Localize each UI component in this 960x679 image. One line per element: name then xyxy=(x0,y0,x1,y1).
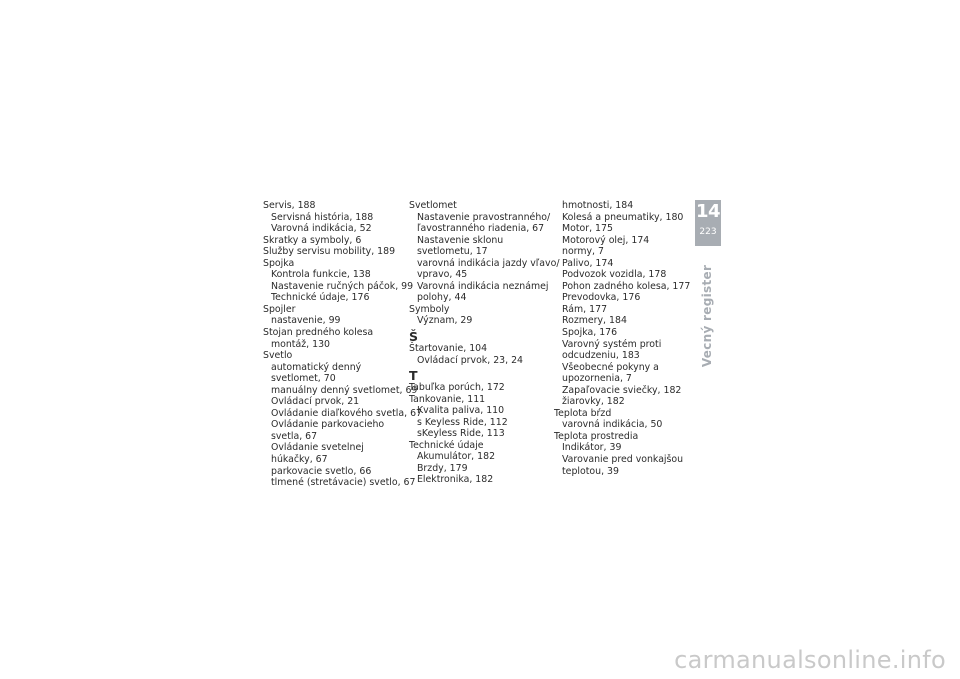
index-subentry: Pohon zadného kolesa, 177 xyxy=(562,280,691,292)
index-subentry: svetlomet, 70 xyxy=(271,373,336,385)
index-entry: Svetlomet xyxy=(409,200,457,211)
index-entry: Skratky a symboly, 6 xyxy=(263,234,362,246)
index-subentry: hmotnosti, 184 xyxy=(562,200,634,211)
index-subentry: varovná indikácia jazdy vľavo/ xyxy=(417,257,560,269)
index-subentry: žiarovky, 182 xyxy=(562,396,625,408)
index-subentry: Varovná indikácia neznámej xyxy=(417,280,549,292)
index-column-2 xyxy=(409,200,560,486)
index-subentry: Všeobecné pokyny a xyxy=(562,361,659,373)
index-subentry: Nastavenie ručných páčok, 99 xyxy=(271,280,414,292)
index-subentry: nastavenie, 99 xyxy=(271,315,341,327)
index-subentry: parkovacie svetlo, 66 xyxy=(271,465,372,477)
index-subentry: polohy, 44 xyxy=(417,292,467,304)
section-title: Vecný register xyxy=(700,264,714,368)
chapter-tab xyxy=(695,200,721,246)
index-entry: Spojka xyxy=(263,257,295,269)
index-entry: Spojler xyxy=(263,303,296,315)
index-subentry: s Keyless Ride, 112 xyxy=(417,416,508,428)
index-subentry: Varovná indikácia, 52 xyxy=(271,223,372,235)
index-subentry: Motor, 175 xyxy=(562,223,613,235)
index-column-3 xyxy=(554,200,694,477)
index-subentry: Kvalita paliva, 110 xyxy=(417,405,505,417)
index-subentry: sKeyless Ride, 113 xyxy=(417,428,505,440)
index-subentry: Technické údaje, 176 xyxy=(271,292,370,304)
chapter-number: 14 xyxy=(695,201,721,222)
index-subentry: montáž, 130 xyxy=(271,338,331,350)
index-subentry: varovná indikácia, 50 xyxy=(562,419,663,431)
index-subentry: teplotou, 39 xyxy=(562,465,619,477)
index-subentry: Motorový olej, 174 xyxy=(562,234,650,246)
index-entry: Teplota prostredia xyxy=(554,430,639,442)
index-subentry: Brzdy, 179 xyxy=(417,462,468,474)
index-subentry: normy, 7 xyxy=(562,246,604,258)
index-subentry: Elektronika, 182 xyxy=(417,474,494,486)
index-entry: Štartovanie, 104 xyxy=(409,343,488,355)
index-subentry: ľavostranného riadenia, 67 xyxy=(417,223,545,235)
index-subentry: Servisná história, 188 xyxy=(271,211,374,223)
index-subentry: húkačky, 67 xyxy=(271,454,328,466)
index-column-1 xyxy=(263,200,423,489)
index-entry: Servis, 188 xyxy=(263,200,316,211)
index-subentry: vpravo, 45 xyxy=(417,269,468,281)
index-subentry: Akumulátor, 182 xyxy=(417,451,496,463)
index-subentry: Rozmery, 184 xyxy=(562,315,627,327)
index-entry: Stojan predného kolesa xyxy=(263,327,374,339)
index-subentry: manuálny denný svetlomet, 69 xyxy=(271,384,418,396)
index-entry: Tankovanie, 111 xyxy=(409,393,486,405)
index-subentry: Ovládanie svetelnej xyxy=(271,442,364,454)
index-entry: Teplota bŕzd xyxy=(554,407,612,419)
index-subentry: Nastavenie sklonu xyxy=(417,234,504,246)
index-subentry: automatický denný xyxy=(271,361,362,373)
index-subentry: Indikátor, 39 xyxy=(562,442,622,454)
index-entry: Tabuľka porúch, 172 xyxy=(409,382,505,394)
index-subentry: svetla, 67 xyxy=(271,430,318,442)
index-subentry: Ovládací prvok, 23, 24 xyxy=(417,354,524,366)
watermark: carmanualsonline.info xyxy=(674,646,946,674)
index-entry: Technické údaje xyxy=(409,439,484,451)
index-subentry: Varovný systém proti xyxy=(562,338,662,350)
index-subentry: Spojka, 176 xyxy=(562,327,618,339)
index-subentry: upozornenia, 7 xyxy=(562,373,632,385)
index-subentry: Prevodovka, 176 xyxy=(562,292,641,304)
index-subentry: svetlometu, 17 xyxy=(417,246,488,258)
index-entry: Symboly xyxy=(409,303,450,315)
index-entry: Služby servisu mobility, 189 xyxy=(263,246,396,258)
index-subentry: Ovládanie parkovacieho xyxy=(271,419,385,431)
index-subentry: Kolesá a pneumatiky, 180 xyxy=(562,211,684,223)
page-number: 223 xyxy=(699,227,717,237)
index-subentry: Kontrola funkcie, 138 xyxy=(271,269,371,281)
index-subentry: tlmené (stretávacie) svetlo, 67 xyxy=(271,477,416,489)
index-letter-heading: Š xyxy=(409,329,419,345)
index-subentry: Význam, 29 xyxy=(417,315,473,327)
index-subentry: Rám, 177 xyxy=(562,303,608,315)
index-subentry: Varovanie pred vonkajšou xyxy=(562,454,684,466)
index-entry: Svetlo xyxy=(263,350,293,362)
index-subentry: Podvozok vozidla, 178 xyxy=(562,269,667,281)
index-subentry: Ovládací prvok, 21 xyxy=(271,396,360,408)
index-subentry: Ovládanie diaľkového svetla, 67 xyxy=(271,407,423,419)
index-letter-heading: T xyxy=(409,368,418,384)
index-subentry: odcudzeniu, 183 xyxy=(562,350,640,362)
index-subentry: Palivo, 174 xyxy=(562,257,614,269)
index-subentry: Nastavenie pravostranného/ xyxy=(417,211,551,223)
index-subentry: Zapaľovacie sviečky, 182 xyxy=(562,384,682,396)
